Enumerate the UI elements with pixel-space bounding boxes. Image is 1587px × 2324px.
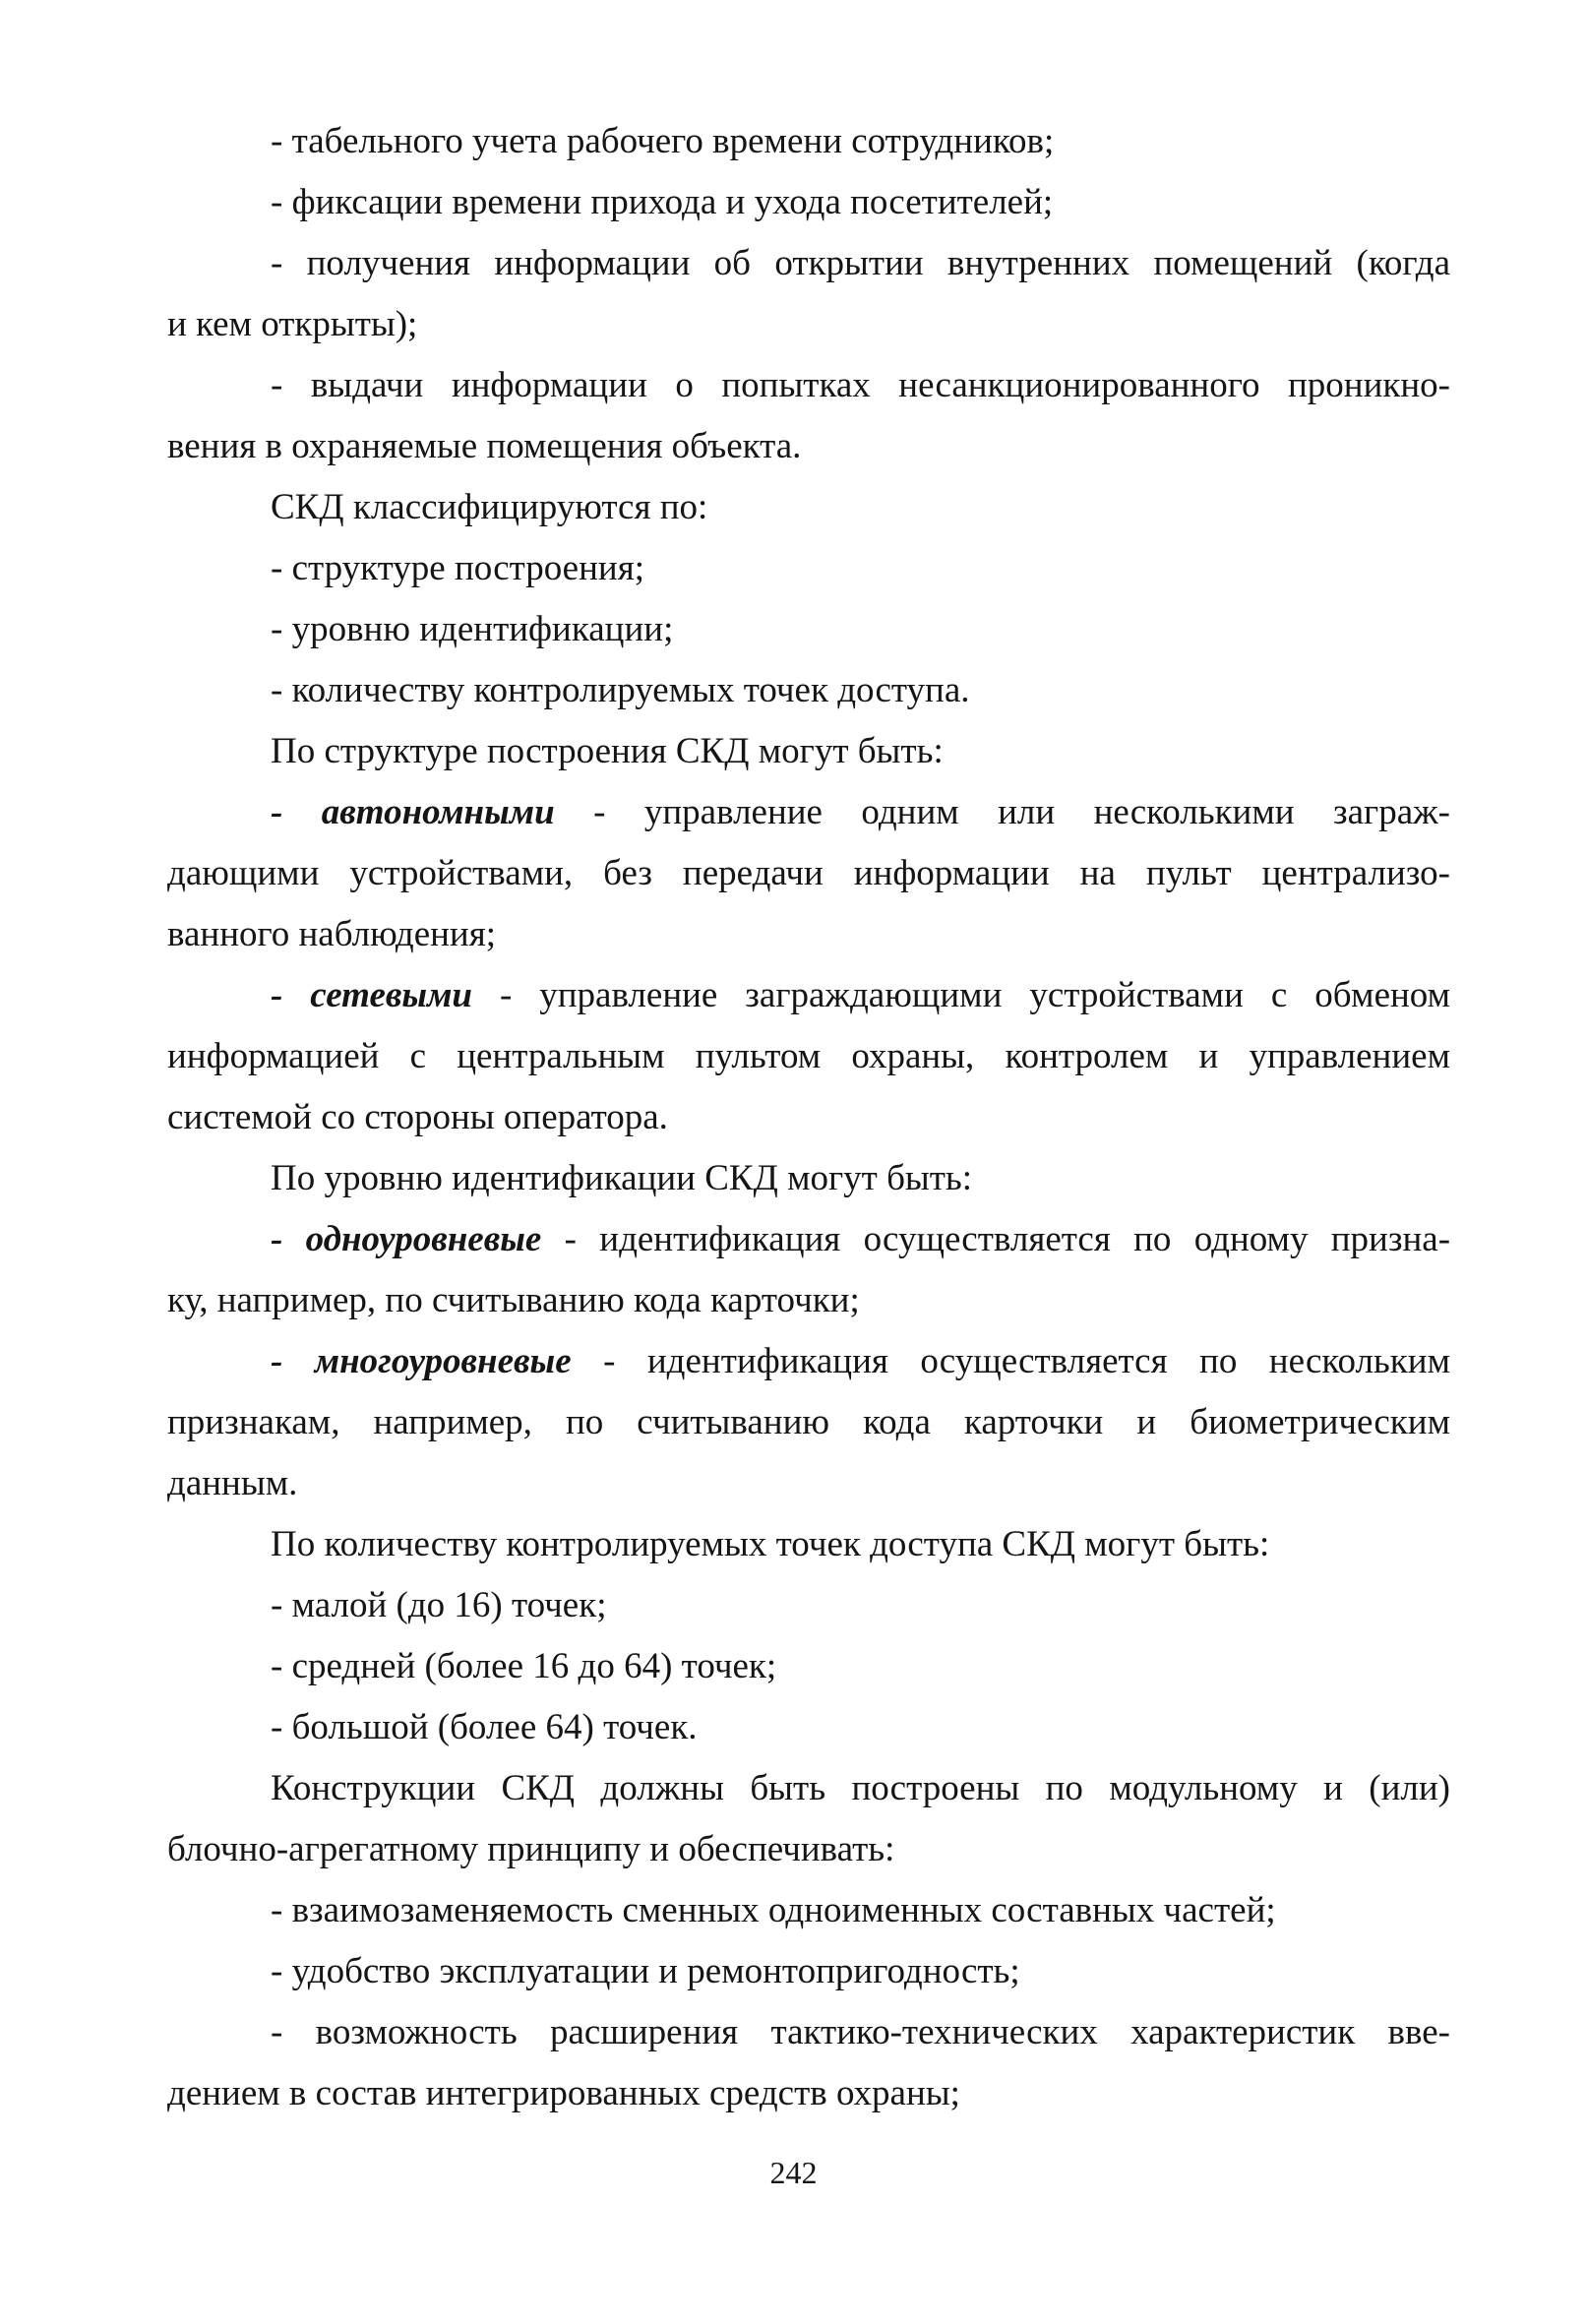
- term-autonomous: автономными: [321, 792, 555, 832]
- dash: -: [271, 792, 283, 832]
- list-item: - уровню идентификации;: [271, 609, 674, 649]
- list-item: - взаимозаменяемость сменных одноименных составных частей;: [271, 1890, 1276, 1930]
- definition-text: - управление одним или несколькими заграж-: [593, 792, 1451, 832]
- paragraph-line: признакам, например, по считыванию кода карточки и биометрическим: [167, 1402, 1450, 1442]
- definition-line: [167, 782, 1450, 843]
- paragraph-line: блочно-агрегатному принципу и обеспечивать:: [167, 1829, 895, 1869]
- paragraph-line: Конструкции СКД должны быть построены по модульному и (или): [271, 1768, 1450, 1808]
- term-single-level: одноуровневые: [305, 1219, 542, 1259]
- definition-text: - идентификация осуществляется по нескольким: [603, 1341, 1451, 1381]
- list-item: - малой (до 16) точек;: [271, 1585, 607, 1625]
- list-item: - выдачи информации о попытках несанкционированного проникно-: [271, 365, 1450, 405]
- dash: -: [271, 975, 283, 1015]
- paragraph-line: ванного наблюдения;: [167, 914, 497, 954]
- paragraph-line: дающими устройствами, без передачи информации на пульт централизо-: [167, 853, 1450, 893]
- paragraph-line: По количеству контролируемых точек доступа СКД могут быть:: [271, 1524, 1270, 1564]
- list-item: - удобство эксплуатации и ремонтопригодность;: [271, 1951, 1020, 1991]
- definition-line: [167, 1331, 1450, 1392]
- list-item: - количеству контролируемых точек доступа.: [271, 670, 970, 710]
- paragraph-line: По уровню идентификации СКД могут быть:: [271, 1158, 973, 1198]
- dash: -: [271, 1341, 283, 1381]
- definition-text: - управление заграждающими устройствами с обменом: [499, 975, 1451, 1015]
- list-item: - структуре построения;: [271, 548, 645, 588]
- list-item: - табельного учета рабочего времени сотрудников;: [271, 121, 1055, 161]
- dash: -: [271, 1219, 283, 1259]
- paragraph-line: По структуре построения СКД могут быть:: [271, 731, 944, 771]
- list-item-continuation: вения в охраняемые помещения объекта.: [167, 426, 802, 466]
- term-network: сетевыми: [310, 975, 472, 1015]
- list-item-continuation: и кем открыты);: [167, 304, 418, 344]
- definition-text: - идентификация осуществляется по одному призна-: [564, 1219, 1451, 1259]
- list-item: - средней (более 16 до 64) точек;: [271, 1646, 777, 1686]
- list-item: - фиксации времени прихода и ухода посетителей;: [271, 182, 1054, 222]
- paragraph-line: СКД классифицируются по:: [271, 487, 708, 527]
- list-item-continuation: дением в состав интегрированных средств охраны;: [167, 2073, 960, 2113]
- list-item: - получения информации об открытии внутренних помещений (когда: [271, 243, 1450, 283]
- paragraph-line: данным.: [167, 1463, 298, 1503]
- term-multi-level: многоуровневые: [314, 1341, 572, 1381]
- definition-line: [167, 965, 1450, 1026]
- paragraph-line: системой со стороны оператора.: [167, 1097, 668, 1137]
- list-item: - большой (более 64) точек.: [271, 1707, 698, 1747]
- definition-line: [167, 1209, 1450, 1270]
- page-number: 242: [769, 2155, 818, 2190]
- list-item: - возможность расширения тактико-технических характеристик вве-: [271, 2012, 1450, 2052]
- body-text: [167, 111, 1450, 2124]
- paragraph-line: ку, например, по считыванию кода карточки;: [167, 1280, 860, 1320]
- paragraph-line: информацией с центральным пультом охраны, контролем и управлением: [167, 1036, 1450, 1076]
